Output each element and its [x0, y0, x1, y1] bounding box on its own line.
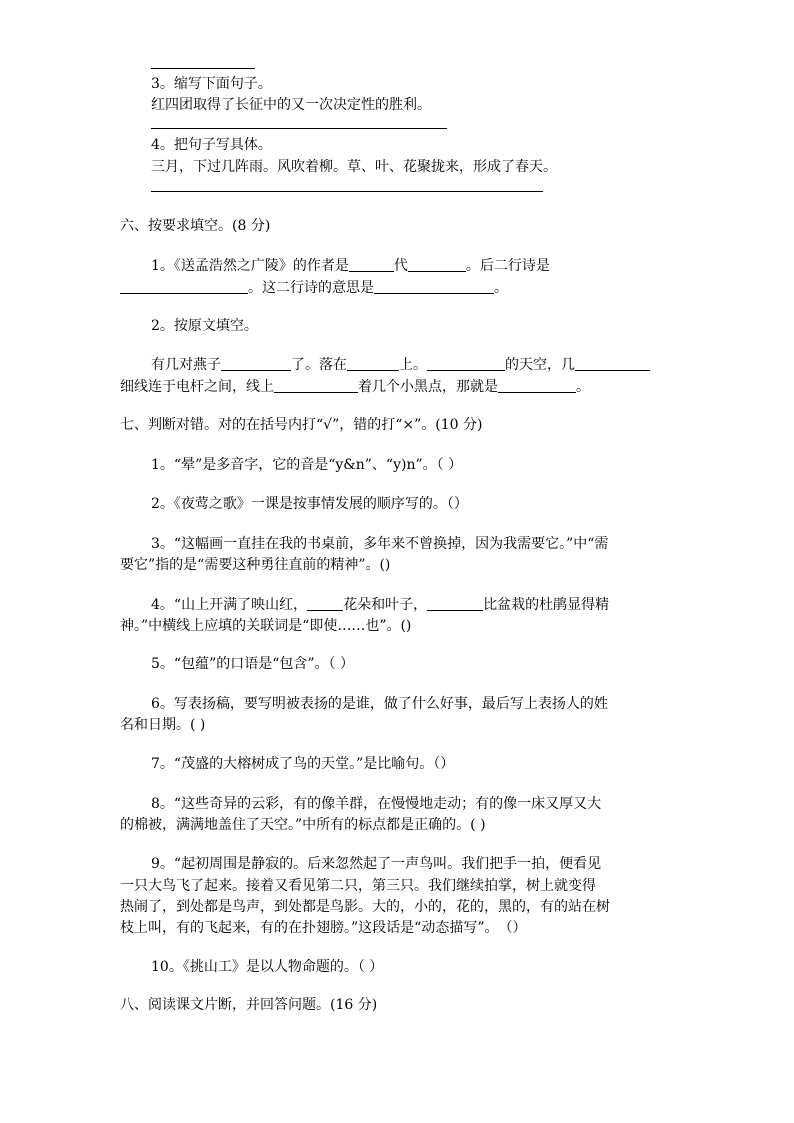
- s6-q2-text-c: 上。: [399, 357, 427, 373]
- s7-q4-text-c: 比盆栽的杜鹃显得精: [483, 597, 610, 613]
- s6-q1-text-a: 1。《送孟浩然之广陵》的作者是: [151, 258, 349, 274]
- s7-q10: 10。《挑山工》是以人物命题的。（ ）: [151, 959, 384, 975]
- answer-line: [151, 68, 255, 69]
- section-6-heading: 六、按要求填空。(8 分): [120, 218, 271, 234]
- s7-q8-line2: 的棉被，满满地盖住了天空。”中所有的标点都是正确的。( ): [120, 817, 486, 833]
- fill-blank[interactable]: [498, 378, 576, 393]
- fill-blank[interactable]: [349, 257, 394, 272]
- s6-q1-line2: [120, 278, 508, 298]
- s7-q7: 7。“茂盛的大榕树成了鸟的天堂。”是比喻句。（）: [151, 756, 455, 772]
- s7-q4-line1: [151, 595, 609, 615]
- q4-label: 4。把句子写具体。: [151, 137, 272, 153]
- q3-label: 3。缩写下面句子。: [151, 76, 272, 92]
- fill-blank[interactable]: [307, 596, 343, 611]
- section-7-heading: 七、判断对错。对的在括号内打“√”，错的打“×”。(10 分): [120, 417, 483, 433]
- s7-q9-line3: 热闹了，到处都是鸟声，到处都是鸟影。大的，小的，花的，黑的，有的站在树: [120, 899, 610, 915]
- fill-blank[interactable]: [575, 356, 650, 371]
- s6-q2-text-d: 的天空，几: [505, 357, 575, 373]
- s6-q1-text-d: 。这二行诗的意思是: [248, 280, 374, 296]
- s7-q3-line2: 要它”指的是“需要这种勇往直前的精神”。(): [120, 557, 391, 573]
- fill-blank[interactable]: [221, 356, 291, 371]
- fill-blank[interactable]: [427, 356, 505, 371]
- q3-text: 红四团取得了长征中的又一次决定性的胜利。: [151, 97, 431, 113]
- s7-q3-line1: 3。“这幅画一直挂在我的书桌前，多年来不曾换掉，因为我需要它。”中“需: [151, 536, 609, 552]
- s6-q1-text-b: 代: [393, 258, 408, 274]
- fill-blank[interactable]: [347, 356, 399, 371]
- s6-q2-line2: [120, 377, 590, 397]
- answer-line: [151, 128, 447, 129]
- s6-q1-text-c: 。后二行诗是: [465, 258, 550, 274]
- answer-line: [151, 191, 543, 192]
- s6-q1-line1: [151, 256, 550, 276]
- s6-q2-label: 2。按原文填空。: [151, 318, 258, 334]
- s6-q2-text-a: 有几对燕子: [151, 357, 221, 373]
- s6-q2-text-b: 了。落在: [291, 357, 347, 373]
- s7-q4-text-b: 花朵和叶子，: [343, 597, 428, 613]
- fill-blank[interactable]: [374, 279, 494, 294]
- s7-q5: 5。“包蕴”的口语是“包含”。（ ）: [151, 656, 354, 672]
- section-8-heading: 八、阅读课文片断，并回答问题。(16 分): [120, 997, 378, 1013]
- s7-q4-text-a: 4。“山上开满了映山红，: [151, 597, 308, 613]
- s7-q4-line2: 神。”中横线上应填的关联词是“即使……也”。(): [120, 618, 412, 634]
- fill-blank[interactable]: [408, 257, 466, 272]
- s7-q6-line2: 名和日期。( ): [120, 717, 206, 733]
- s7-q1: 1。“晕”是多音字，它的音是“y&n”、“y)n”。（ ）: [151, 457, 463, 473]
- s6-q2-text-g: 。: [576, 379, 590, 395]
- fill-blank[interactable]: [427, 596, 483, 611]
- s7-q9-line2: 一只大鸟飞了起来。接着又看见第二只，第三只。我们继续拍掌，树上就变得: [120, 878, 596, 894]
- fill-blank[interactable]: [120, 279, 248, 294]
- s7-q9-line1: 9。“起初周围是静寂的。后来忽然起了一声鸟叫。我们把手一拍，便看见: [151, 856, 602, 872]
- fill-blank[interactable]: [274, 378, 358, 393]
- s7-q2: 2。《夜莺之歌》一课是按事情发展的顺序写的。（）: [151, 496, 468, 512]
- s7-q9-line4: 枝上叫，有的飞起来，有的在扑翅膀。”这段话是“动态描写”。 （）: [120, 920, 527, 936]
- s6-q2-text-e: 细线连于电杆之间，线上: [120, 379, 274, 395]
- s7-q8-line1: 8。“这些奇异的云彩，有的像羊群，在慢慢地走动；有的像一床又厚又大: [151, 796, 602, 812]
- s6-q1-text-e: 。: [494, 280, 508, 296]
- s6-q2-line1: [151, 355, 650, 375]
- q4-text: 三月，下过几阵雨。风吹着柳。草、叶、花聚拢来，形成了春天。: [151, 159, 557, 175]
- s7-q6-line1: 6。写表扬稿，要写明被表扬的是谁，做了什么好事，最后写上表扬人的姓: [151, 696, 608, 712]
- s6-q2-text-f: 着几个小黑点，那就是: [358, 379, 498, 395]
